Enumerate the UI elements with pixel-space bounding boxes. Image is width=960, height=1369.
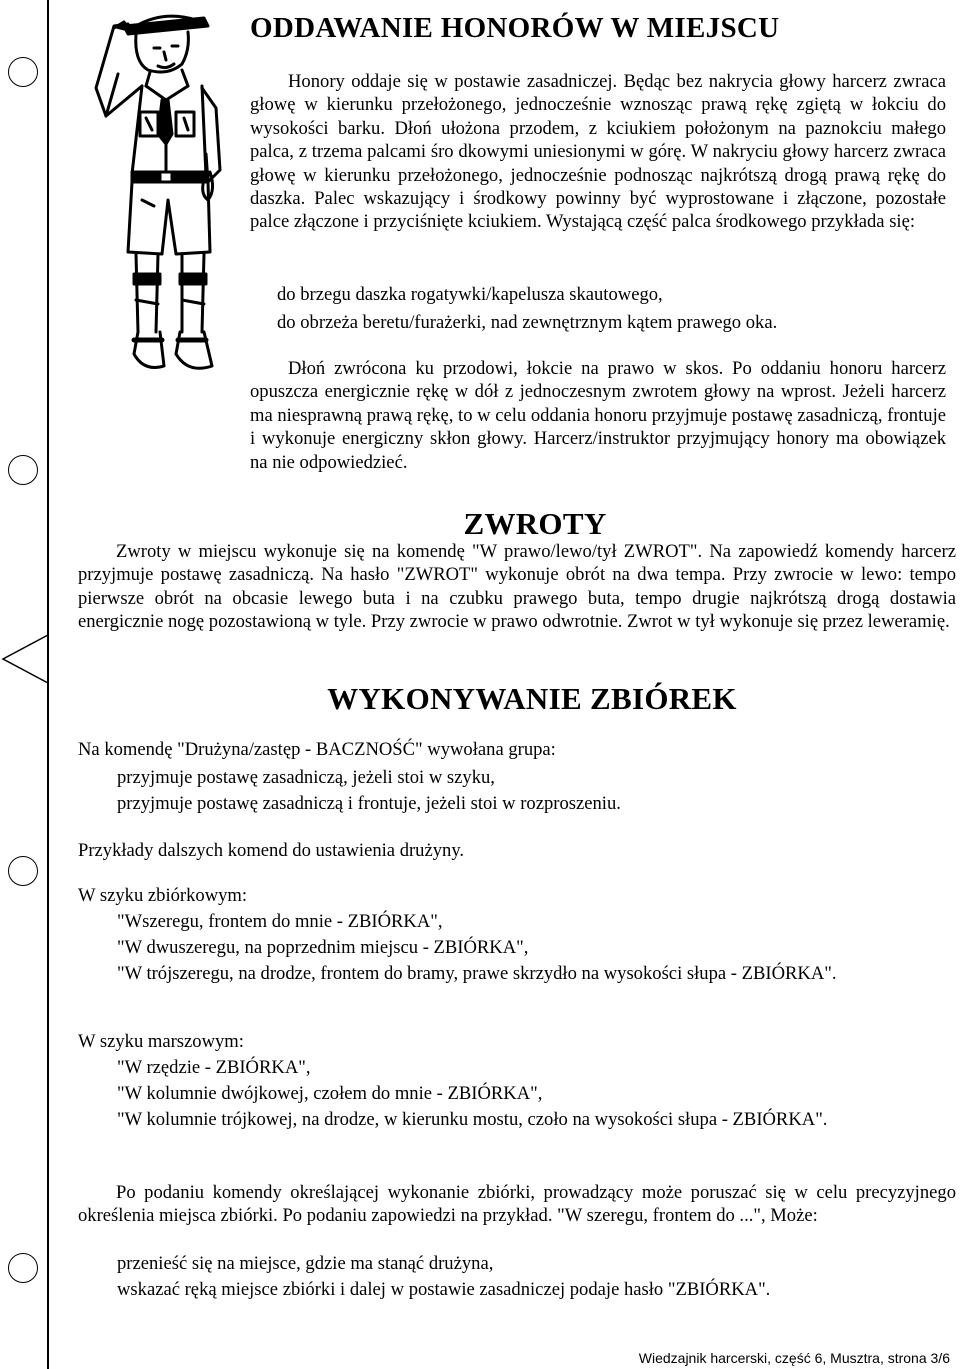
section-title-gatherings: WYKONYWANIE ZBIÓREK xyxy=(327,681,737,716)
list-item-marching-3: "W kolumnie trójkowej, na drodze, w kierunku mostu, czoło na wysokości słupa - ZBIÓRKA". xyxy=(117,1109,828,1130)
binder-notch-icon xyxy=(0,633,50,685)
list-item-attention-2: przyjmuje postawę zasadniczą i frontuje, jeżeli stoi w rozproszeniu. xyxy=(117,793,621,814)
binder-hole-icon xyxy=(8,856,38,886)
list-item-beret: do obrzeża beretu/furażerki, nad zewnętrznym kątem prawego oka. xyxy=(277,312,778,333)
section-title-honors: ODDAWANIE HONORÓW W MIEJSCU xyxy=(250,12,780,44)
binder-hole-icon xyxy=(8,57,38,87)
list-item-rogatywka: do brzegu daszka rogatywki/kapelusza skautowego, xyxy=(277,284,663,305)
saluting-scout-icon xyxy=(84,4,244,384)
list-item-assembly-2: "W dwuszeregu, na poprzednim miejscu - ZBIÓRKA", xyxy=(117,937,529,958)
page-footer: Wiedzajnik harcerski, część 6, Musztra, strona 3/6 xyxy=(638,1350,950,1366)
group-label-marching: W szyku marszowym: xyxy=(78,1031,244,1052)
paragraph-turns: Zwroty w miejscu wykonuje się na komendę "W prawo/lewo/tył ZWROT". Na zapowiedź komendy harcerz przyjmuje postawę zasadniczą. Na hasło "ZWROT" wykonuje obrót na dwa tempa. Przy zwrocie w lewo: tempo pierwsze obrót na obcasie lewego buta i na czubku prawego buta, tempo drugie najkrótszą drogą dostawia energicznie nogę pozostawioną w tyle. Przy zwrocie w prawo odwrotnie. Zwrot w tył wykonuje się przez leweramię. xyxy=(78,541,956,633)
paragraph-honors-closing: Dłoń zwrócona ku przodowi, łokcie na prawo w skos. Po oddaniu honoru harcerz opuszcza energicznie rękę w dół z jednoczesnym zwrotem głowy na wprost. Jeżeli harcerz ma niesprawną prawą rękę, to w celu oddania honoru przyjmuje postawę zasadniczą, frontuje i wykonuje energiczny skłon głowy. Harcerz/instruktor przyjmujący honory ma obowiązek na nie odpowiedzieć. xyxy=(250,358,946,473)
list-item-final-2: wskazać ręką miejsce zbiórki i dalej w postawie zasadniczej podaje hasło "ZBIÓRKA". xyxy=(117,1279,771,1300)
list-item-marching-1: "W rzędzie - ZBIÓRKA", xyxy=(117,1057,311,1078)
list-item-attention-1: przyjmuje postawę zasadniczą, jeżeli stoi w szyku, xyxy=(117,767,495,788)
binder-hole-icon xyxy=(8,455,38,485)
paragraph-honors-intro: Honory oddaje się w postawie zasadniczej. Będąc bez nakrycia głowy harcerz zwraca głowę w kierunku przełożonego, jednocześnie wznosząc prawą rękę zgiętą w łokciu do wysokości barku. Dłoń ułożona przodem, z kciukiem położonym na paznokciu małego palca, z trzema palcami śro dkowymi uniesionymi w górę. W nakryciu głowy harcerz zwraca głowę w kierunku przełożonego, jednocześnie podnosząc najkrótszą drogą prawą rękę do daszka. Palec wskazujący i środkowy powinny być wyprostowane i złączone, pozostałe palce złączone i przyciśnięte kciukiem. Wystającą część palca środkowego przykłada się: xyxy=(250,71,946,233)
list-item-assembly-3: "W trójszeregu, na drodze, frontem do bramy, prawe skrzydło na wysokości słupa - ZBIÓRKA". xyxy=(117,963,837,984)
paragraph-final: Po podaniu komendy określającej wykonanie zbiórki, prowadzący może poruszać się w celu precyzyjnego określenia miejsca zbiórki. Po podaniu zapowiedzi na przykład. "W szeregu, frontem do ...", Może: xyxy=(78,1182,956,1227)
list-item-marching-2: "W kolumnie dwójkowej, czołem do mnie - ZBIÓRKA", xyxy=(117,1083,543,1104)
paragraph-attention-command: Na komendę "Drużyna/zastęp - BACZNOŚĆ" wywołana grupa: xyxy=(78,739,556,760)
section-title-turns: ZWROTY xyxy=(463,506,607,541)
binder-hole-icon xyxy=(8,1253,38,1283)
list-item-final-1: przenieść się na miejsce, gdzie ma stanąć drużyna, xyxy=(117,1253,494,1274)
list-item-assembly-1: "Wszeregu, frontem do mnie - ZBIÓRKA", xyxy=(117,911,443,932)
paragraph-examples: Przykłady dalszych komend do ustawienia drużyny. xyxy=(78,840,465,861)
group-label-assembly: W szyku zbiórkowym: xyxy=(78,885,248,906)
